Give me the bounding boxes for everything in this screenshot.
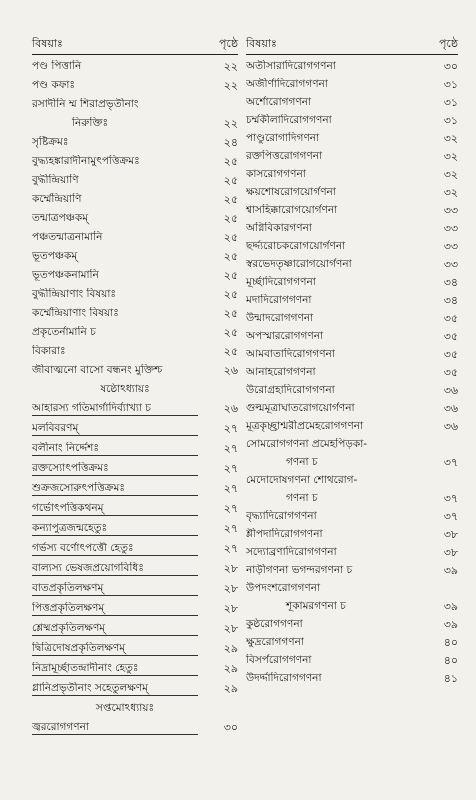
- toc-entry: [246, 435, 458, 453]
- entry-title: সপ্তমোঽধ্যায়ঃ: [95, 702, 155, 714]
- entry-page-number: ২৭: [223, 522, 238, 535]
- entry-title: বুদ্ধ্যহঙ্কারাদীনামুৎপত্তিক্রমঃ: [32, 155, 140, 167]
- entry-page-number: ৩১: [443, 77, 458, 91]
- entry-page-number: ৩২: [443, 149, 458, 163]
- entry-title: বিকারাঃ: [32, 345, 66, 357]
- entry-title: তন্মাত্রপঞ্চকম্: [32, 212, 89, 224]
- toc-entry: [32, 479, 238, 499]
- left-column: [32, 36, 238, 738]
- entry-title: বলীনাং নির্দ্দেশঃ: [32, 442, 198, 456]
- entry-page-number: ৪০: [443, 653, 458, 667]
- entry-page-number: ৩৫: [443, 329, 458, 343]
- toc-entry: [246, 381, 458, 399]
- toc-entry: [32, 285, 238, 304]
- entry-title: গণনা চ: [286, 455, 318, 468]
- entry-page-number: ২৭: [223, 542, 238, 555]
- right-column: [246, 36, 458, 687]
- entry-page-number: ২৫: [223, 288, 238, 301]
- entry-title: আহারস্য গতিমার্গাদির্ব্যাখ্যা চ: [32, 402, 198, 416]
- toc-entry: [246, 453, 458, 471]
- entry-title: গ্লানিপ্রভৃতীনাং সহেতুলক্ষণম্: [32, 682, 198, 696]
- entry-page-number: ২৯: [223, 642, 238, 655]
- toc-entry: [32, 619, 238, 639]
- entry-page-number: ২৪: [223, 136, 238, 149]
- entry-page-number: ৩৬: [443, 383, 458, 397]
- entry-title: রসাদীনি ম্ম শিরাপ্রভৃতীনাং: [32, 98, 139, 110]
- entry-title: নাড়ীগণনা ভগন্দরগণনা চ: [246, 563, 353, 576]
- entry-page-number: ৩৫: [443, 311, 458, 325]
- toc-entry: [32, 133, 238, 152]
- toc-entry: [246, 147, 458, 165]
- toc-entry: [32, 228, 238, 247]
- toc-entry: [32, 579, 238, 599]
- toc-entry: [246, 309, 458, 327]
- toc-entry: [246, 93, 458, 111]
- entry-page-number: ২৭: [223, 462, 238, 475]
- entry-title: ভূতপঞ্চকনামানি: [32, 269, 99, 281]
- entry-page-number: ২৫: [223, 326, 238, 339]
- entry-title: বুদ্ধীন্দ্রিয়াণাং বিষয়াঃ: [32, 288, 116, 300]
- entry-page-number: ২৫: [223, 174, 238, 187]
- entry-page-number: ৩৩: [443, 221, 458, 235]
- entry-page-number: ২৮: [223, 602, 238, 615]
- entry-title: পাণ্ডুরোগাদিগণনা: [246, 131, 320, 144]
- toc-entry: [246, 597, 458, 615]
- entry-title: বিসর্পরোগগণনা: [246, 653, 312, 666]
- entry-page-number: ২৫: [223, 345, 238, 358]
- left-column-header: [32, 36, 238, 55]
- entry-page-number: ৩২: [443, 131, 458, 145]
- entry-title: জীবাত্মনো বাসো বন্ধনং মুক্তিশ্চ: [32, 364, 163, 376]
- entry-title: মূর্চ্ছাদিরোগগণনা: [246, 275, 316, 288]
- entry-page-number: ৩৪: [443, 275, 458, 289]
- entry-page-number: ২৮: [223, 582, 238, 595]
- entry-title: নিরুক্তিঃ: [72, 117, 109, 129]
- entry-title: অতীসারাদিরোগগণনা: [246, 59, 336, 72]
- entry-title: অজীর্ণাদিরোগগণনা: [246, 77, 328, 90]
- toc-entry: [32, 539, 238, 559]
- entry-title: ক্ষুদ্ররোগগণনা: [246, 635, 304, 648]
- toc-entry: [246, 561, 458, 579]
- toc-entry: [32, 304, 238, 323]
- entry-title: বৃদ্ধ্যাদিরোগগণনা: [246, 509, 317, 522]
- toc-entry: [246, 291, 458, 309]
- entry-page-number: ৩৭: [443, 491, 458, 505]
- entry-title: পণ্ড কফাঃ: [32, 79, 76, 91]
- entry-title: উদর্দ্দাদিরোগগণনা: [246, 671, 322, 684]
- right-column-header: [246, 36, 458, 55]
- toc-entry: [246, 651, 458, 669]
- toc-entry: [32, 209, 238, 228]
- entry-page-number: ২৯: [223, 662, 238, 675]
- entry-title: ছর্দ্দ্যরোচকরোগয়োর্গণনা: [246, 239, 346, 252]
- entry-title: দ্বিত্রিদোষপ্রকৃতিলক্ষণম্: [32, 642, 198, 656]
- entry-page-number: ২৮: [223, 622, 238, 635]
- toc-entry: [32, 361, 238, 380]
- entry-title: গর্ভস্য বর্ণোৎপত্তৌ হেতুঃ: [32, 542, 198, 556]
- toc-entry: [246, 219, 458, 237]
- entry-page-number: ২৫: [223, 212, 238, 225]
- entry-page-number: ২৭: [223, 482, 238, 495]
- entry-page-number: ২৫: [223, 193, 238, 206]
- entry-title: উপদংশরোগগণনা: [246, 581, 321, 594]
- toc-entry: [246, 183, 458, 201]
- entry-page-number: ২৫: [223, 307, 238, 320]
- toc-entry: [32, 76, 238, 95]
- entry-title: রক্তস্যোৎপত্তিক্রমঃ: [32, 462, 198, 476]
- toc-entry: [32, 266, 238, 285]
- toc-entry: [32, 499, 238, 519]
- entry-title: কর্ম্মেন্দ্রিয়াণি: [32, 193, 82, 205]
- entry-title: শ্লীপদাদিরোগগণনা: [246, 527, 323, 540]
- entry-title: অপস্মাররোগগণনা: [246, 329, 324, 342]
- toc-entry: [246, 399, 458, 417]
- toc-entry: [32, 380, 238, 399]
- entry-page-number: ২৫: [223, 250, 238, 263]
- entry-page-number: ৩২: [443, 167, 458, 181]
- entry-title: মলবিবরণম্: [32, 422, 198, 436]
- right-entries: [246, 57, 458, 687]
- entry-page-number: ২২: [223, 60, 238, 73]
- entry-page-number: ৩৮: [443, 545, 458, 559]
- toc-entry: [246, 111, 458, 129]
- toc-entry: [246, 201, 458, 219]
- toc-entry: [246, 579, 458, 597]
- entry-title: চর্ম্মকীলাদিরোগগণনা: [246, 113, 332, 126]
- toc-entry: [246, 237, 458, 255]
- entry-page-number: ৩৯: [443, 617, 458, 631]
- toc-entry: [246, 669, 458, 687]
- toc-entry: [246, 471, 458, 489]
- toc-entry: [246, 489, 458, 507]
- entry-page-number: ২৮: [223, 562, 238, 575]
- toc-entry: [32, 659, 238, 679]
- entry-page-number: ৩৩: [443, 203, 458, 217]
- toc-entry: [246, 273, 458, 291]
- toc-entry: [32, 114, 238, 133]
- toc-entry: [246, 57, 458, 75]
- toc-entry: [32, 190, 238, 209]
- toc-entry: [246, 543, 458, 561]
- entry-title: বুদ্ধীন্দ্রিয়াণি: [32, 174, 79, 186]
- entry-title: পঞ্চতন্মাত্রনামানি: [32, 231, 103, 243]
- entry-title: শূকামরগণনা চ: [286, 599, 346, 612]
- entry-title: বাতপ্রকৃতিলক্ষণম্: [32, 582, 198, 596]
- entry-title: গর্ভোৎপত্তিকথনম্: [32, 502, 198, 516]
- entry-title: ষষ্ঠোঽধ্যায়ঃ: [100, 383, 150, 395]
- toc-entry: [246, 525, 458, 543]
- toc-entry: [246, 363, 458, 381]
- entry-page-number: ৩৭: [443, 509, 458, 523]
- entry-title: স্বরভেদতৃষ্ণারোগয়োর্গণনা: [246, 257, 352, 270]
- entry-title: রক্তপিত্তরোগগণনা: [246, 149, 323, 162]
- entry-page-number: ৩৬: [443, 401, 458, 415]
- entry-page-number: ৩১: [443, 113, 458, 127]
- entry-title: নিদ্রামূর্চ্ছাতন্দ্রাদীনাং হেতুঃ: [32, 662, 198, 676]
- entry-title: কর্ম্মেন্দ্রিয়াণাং বিষয়াঃ: [32, 307, 119, 319]
- toc-entry: [246, 75, 458, 93]
- entry-page-number: ২৬: [223, 402, 238, 415]
- toc-entry: [32, 718, 238, 738]
- entry-page-number: ৩৭: [443, 455, 458, 469]
- entry-title: পিত্তপ্রকৃতিলক্ষণম্: [32, 602, 198, 616]
- entry-page-number: ৩৪: [443, 293, 458, 307]
- entry-title: ভূতপঞ্চকম্: [32, 250, 78, 262]
- entry-page-number: ৩৯: [443, 563, 458, 577]
- entry-title: সদ্যোব্রণাদিরোগগণনা: [246, 545, 337, 558]
- page-heading: পৃষ্ঠে: [218, 37, 238, 50]
- entry-title: মেদোদোষগণনা শোথরোগ-: [246, 473, 358, 486]
- entry-title: গণনা চ: [286, 491, 318, 504]
- entry-title: কুষ্ঠরোগগণনা: [246, 617, 303, 630]
- entry-page-number: ৩৩: [443, 257, 458, 271]
- entry-title: শ্লেষ্মপ্রকৃতিলক্ষণম্: [32, 622, 198, 636]
- toc-entry: [246, 507, 458, 525]
- toc-entry: [246, 165, 458, 183]
- toc-entry: [246, 615, 458, 633]
- entry-title: অগ্নিবিকারগণনা: [246, 221, 312, 234]
- entry-page-number: ৪০: [443, 635, 458, 649]
- toc-entry: [32, 459, 238, 479]
- entry-title: কন্যাপুত্রজন্মহেতুঃ: [32, 522, 198, 536]
- entry-page-number: ৩১: [443, 95, 458, 109]
- entry-page-number: ৩২: [443, 185, 458, 199]
- toc-entry: [32, 95, 238, 114]
- entry-title: আমবাতাদিরোগগণনা: [246, 347, 335, 360]
- entry-title: জ্বররোগগণনা: [32, 721, 198, 735]
- toc-entry: [32, 399, 238, 419]
- toc-entry: [32, 171, 238, 190]
- entry-title: কাসরোগগণনা: [246, 167, 306, 180]
- entry-page-number: ৩৫: [443, 365, 458, 379]
- entry-title: মূত্রকৃচ্ছ্রাশ্মরীপ্রমেহরোগগণনা: [246, 419, 364, 432]
- entry-page-number: ২৭: [223, 442, 238, 455]
- entry-page-number: ৩০: [443, 59, 458, 73]
- toc-entry: [246, 417, 458, 435]
- entry-title: পণ্ড পিত্তানি: [32, 60, 82, 72]
- entry-title: মদাদিরোগগণনা: [246, 293, 312, 306]
- entry-page-number: ৩৫: [443, 347, 458, 361]
- entry-page-number: ৩০: [223, 721, 238, 734]
- entry-title: সৃষ্টিক্রমঃ: [32, 136, 69, 148]
- toc-entry: [246, 345, 458, 363]
- entry-title: শুক্রজসোরুৎপত্তিক্রমঃ: [32, 482, 198, 496]
- entry-title: অর্শোরোগগণনা: [246, 95, 312, 108]
- page-heading: পৃষ্ঠে: [438, 37, 458, 50]
- entry-page-number: ২৭: [223, 422, 238, 435]
- entry-title: শ্বাসহিক্কারোগয়োর্গণনা: [246, 203, 338, 216]
- entry-page-number: ২৭: [223, 502, 238, 515]
- entry-title: উন্মাদরোগগণনা: [246, 311, 314, 324]
- entry-page-number: ২২: [223, 117, 238, 130]
- toc-entry: [32, 519, 238, 539]
- toc-entry: [32, 323, 238, 342]
- toc-entry: [32, 639, 238, 659]
- toc-entry: [32, 57, 238, 76]
- toc-entry: [32, 152, 238, 171]
- toc-entry: [32, 419, 238, 439]
- entry-page-number: ২৫: [223, 155, 238, 168]
- entry-page-number: ২৫: [223, 269, 238, 282]
- entry-title: ক্ষয়শোষরোগয়োর্গণনা: [246, 185, 336, 198]
- entry-title: উরোগ্রহাদিরোগগণনা: [246, 383, 335, 396]
- toc-entry: [32, 439, 238, 459]
- left-entries: [32, 57, 238, 738]
- toc-entry: [32, 699, 238, 718]
- entry-title: আনাহরোগগণনা: [246, 365, 316, 378]
- entry-title: প্রকৃতের্নামানি চ: [32, 326, 96, 338]
- entry-title: সোমরোগগণনা প্রমেহপিড়কা-: [246, 437, 368, 450]
- entry-title: বাল্যস্য ভেষজপ্রয়োগবিধিঃ: [32, 562, 198, 576]
- entry-page-number: ২৯: [223, 682, 238, 695]
- subject-heading: বিষয়াঃ: [32, 37, 63, 50]
- toc-entry: [32, 247, 238, 266]
- toc-entry: [32, 559, 238, 579]
- toc-entry: [32, 679, 238, 699]
- entry-page-number: ৩৯: [443, 599, 458, 613]
- entry-page-number: ৩৩: [443, 239, 458, 253]
- entry-page-number: ৩৮: [443, 527, 458, 541]
- entry-page-number: ২২: [223, 79, 238, 92]
- toc-entry: [32, 342, 238, 361]
- entry-page-number: ৩৬: [443, 419, 458, 433]
- toc-entry: [32, 599, 238, 619]
- entry-page-number: ৪১: [443, 671, 458, 685]
- toc-entry: [246, 633, 458, 651]
- entry-title: গুল্মমূত্রাঘাতরোগয়োর্গণনা: [246, 401, 355, 414]
- toc-entry: [246, 129, 458, 147]
- toc-entry: [246, 255, 458, 273]
- entry-page-number: ২৬: [223, 364, 238, 377]
- subject-heading: বিষয়াঃ: [246, 37, 277, 50]
- toc-entry: [246, 327, 458, 345]
- entry-page-number: ২৫: [223, 231, 238, 244]
